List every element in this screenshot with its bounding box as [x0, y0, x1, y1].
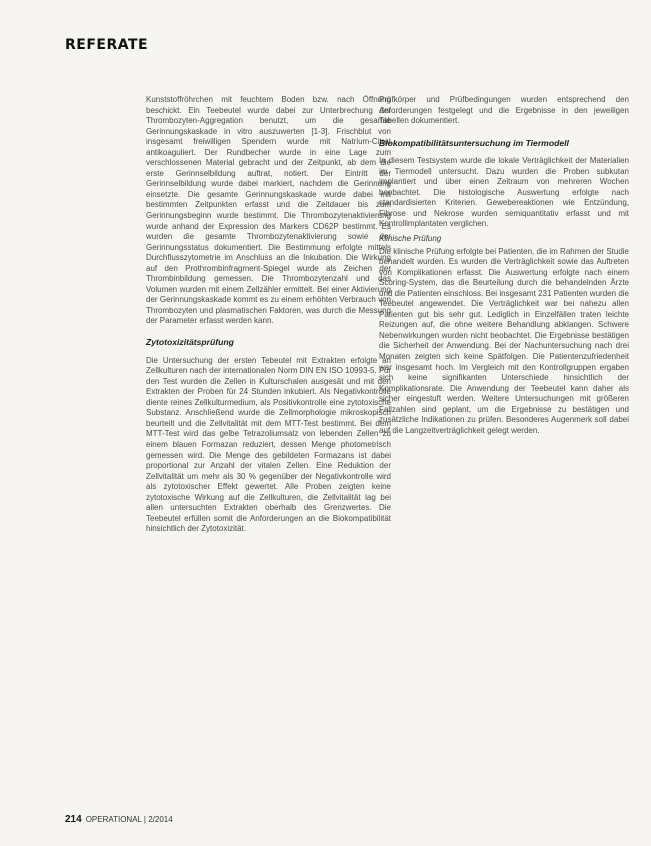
section-heading: Zytotoxizitätsprüfung: [146, 337, 234, 348]
body-paragraph: Kunststoffröhrchen mit feuchtem Boden bzw. nach Öffnung beschickt. Ein Teebeutel wurde dabei zur Unterbrechung der Thrombozyten-Aggregation benutzt, um die gesamte Gerinnungskaskade in vitro auszuwerten [1-3]. Frischblut von insgesamt freiwilligen Spendern wurde mit Natrium-Citrat antikoaguliert. Der Rundbecher wurde in eine Lage zum verschlossenen Material gebracht und der Zeitpunkt, ab dem die erste Gerinnselbildung auftrat, notiert. Der Eintritt der Gerinnselbildung wurde dabei markiert, nachdem die Gerinnung einsetzte. Die gesamte Gerinnungskaskade wurde dabei mit bestimmten Zeitpunkten erfasst und die Zeitdauer bis zum Gerinnungsbeginn wurde bestimmt. Die Thrombozytenaktivierung wurde anhand der Expression des Markers CD62P bestimmt. Es wurden die gesamte Thrombozytenaktivierung sowie der Gerinnungsstatus dokumentiert. Die Bestimmung erfolgte mittels Durchflusszytometrie im Anschluss an die Inkubation. Die Wirkung auf den Prothrombinfragment-Spiegel wurde als Zeichen der Thrombinbildung gemessen. Die Thrombozytenzahl und das Volumen wurden mit einem Zellzähler ermittelt. Bei einer Aktivierung der Gerinnungskaskade kommt es zu einem erhöhten Verbrauch von Thrombozyten und plasmatischen Faktoren, was durch die Messung der Parameter erfasst werden kann.: [146, 95, 391, 326]
journal-name: OPERATIONAL | 2/2014: [85, 815, 173, 824]
subsection-heading: Klinische Prüfung: [379, 234, 442, 244]
body-paragraph: Die klinische Prüfung erfolgte bei Patienten, die im Rahmen der Studie behandelt wurden. Es wurden die Verträglichkeit sowie das Auftreten von Komplikationen erfasst. Die Auswertung erfolgte nach einem Scoring-System, das die Beurteilung durch die behandelnden Ärzte und die Patienten einschloss. Bei insgesamt 231 Patienten wurden die Teebeutel angewendet. Die Verträglichkeit war bei nahezu allen Patienten gut bis sehr gut. Lediglich in Einzelfällen traten leichte Reizungen auf, die ohne weitere Behandlung abklangen. Schwere Nebenwirkungen wurden nicht beobachtet. Die Ergebnisse bestätigen die Sicherheit der Anwendung. Bei der Nachuntersuchung nach drei Monaten zeigten sich keine Spätfolgen. Die Patientenzufriedenheit war insgesamt hoch. Im Vergleich mit den Kontrollgruppen ergaben sich keine signifikanten Unterschiede hinsichtlich der Komplikationsrate. Die Anwendung der Teebeutel kann daher als sicher eingestuft werden. Weitere Untersuchungen mit größeren Fallzahlen sind geplant, um die Ergebnisse zu bestätigen und zusätzliche Indikationen zu prüfen. Besonderes Augenmerk soll dabei auf die Langzeitverträglichkeit gelegt werden.: [379, 246, 629, 435]
right-column: [379, 95, 629, 436]
page-footer: [65, 814, 173, 825]
body-paragraph: Prüfkörper und Prüfbedingungen wurden entsprechend den Anforderungen festgelegt und die Ergebnisse in den jeweiligen Tabellen dokumentiert.: [379, 95, 629, 126]
body-paragraph: In diesem Testsystem wurde die lokale Verträglichkeit der Materialien im Tiermodell untersucht. Dazu wurden die Proben subkutan implantiert und über einen Zeitraum von mehreren Wochen beobachtet. Die histologische Auswertung erfolgte nach standardisierten Kriterien. Gewebereaktionen wie Entzündung, Fibrose und Nekrose wurden semiquantitativ erfasst und mit Kontrollimplantaten verglichen.: [379, 156, 629, 229]
section-heading: Biokompatibilitätsuntersuchung im Tiermodell: [379, 137, 569, 148]
body-paragraph: Die Untersuchung der ersten Tebeutel mit Extrakten erfolgte an Zellkulturen nach der internationalen Norm DIN EN ISO 10993-5. Für den Test wurden die Zellen in Kulturschalen ausgesät und mit den Extrakten der Proben für 24 Stunden inkubiert. Als Negativkontrolle diente reines Zellkulturmedium, als Positivkontrolle eine zytotoxische Substanz. Anschließend wurde die Zellmorphologie mikroskopisch beurteilt und die Zellvitalität mit dem MTT-Test bestimmt. Bei dem MTT-Test wird das gelbe Tetrazoliumsalz von lebenden Zellen zu einem blauen Formazan reduziert, dessen Menge photometrisch gemessen wird. Die Menge des gebildeten Formazans ist dabei proportional zur Anzahl der vitalen Zellen. Eine Reduktion der Zellvitalität um mehr als 30 % gegenüber der Negativkontrolle wird als zytotoxischer Effekt gewertet. Alle Proben zeigten keine zytotoxische Wirkung auf die Zellkulturen, die Zellvitalität lag bei allen untersuchten Extrakten oberhalb des Grenzwertes. Die Teebeutel erfüllen somit die Anforderungen an die Biokompatibilität hinsichtlich der Zytotoxizität.: [146, 355, 391, 534]
section-header: REFERATE: [65, 37, 149, 53]
page-number: 214: [65, 814, 82, 825]
left-column: [146, 95, 391, 535]
